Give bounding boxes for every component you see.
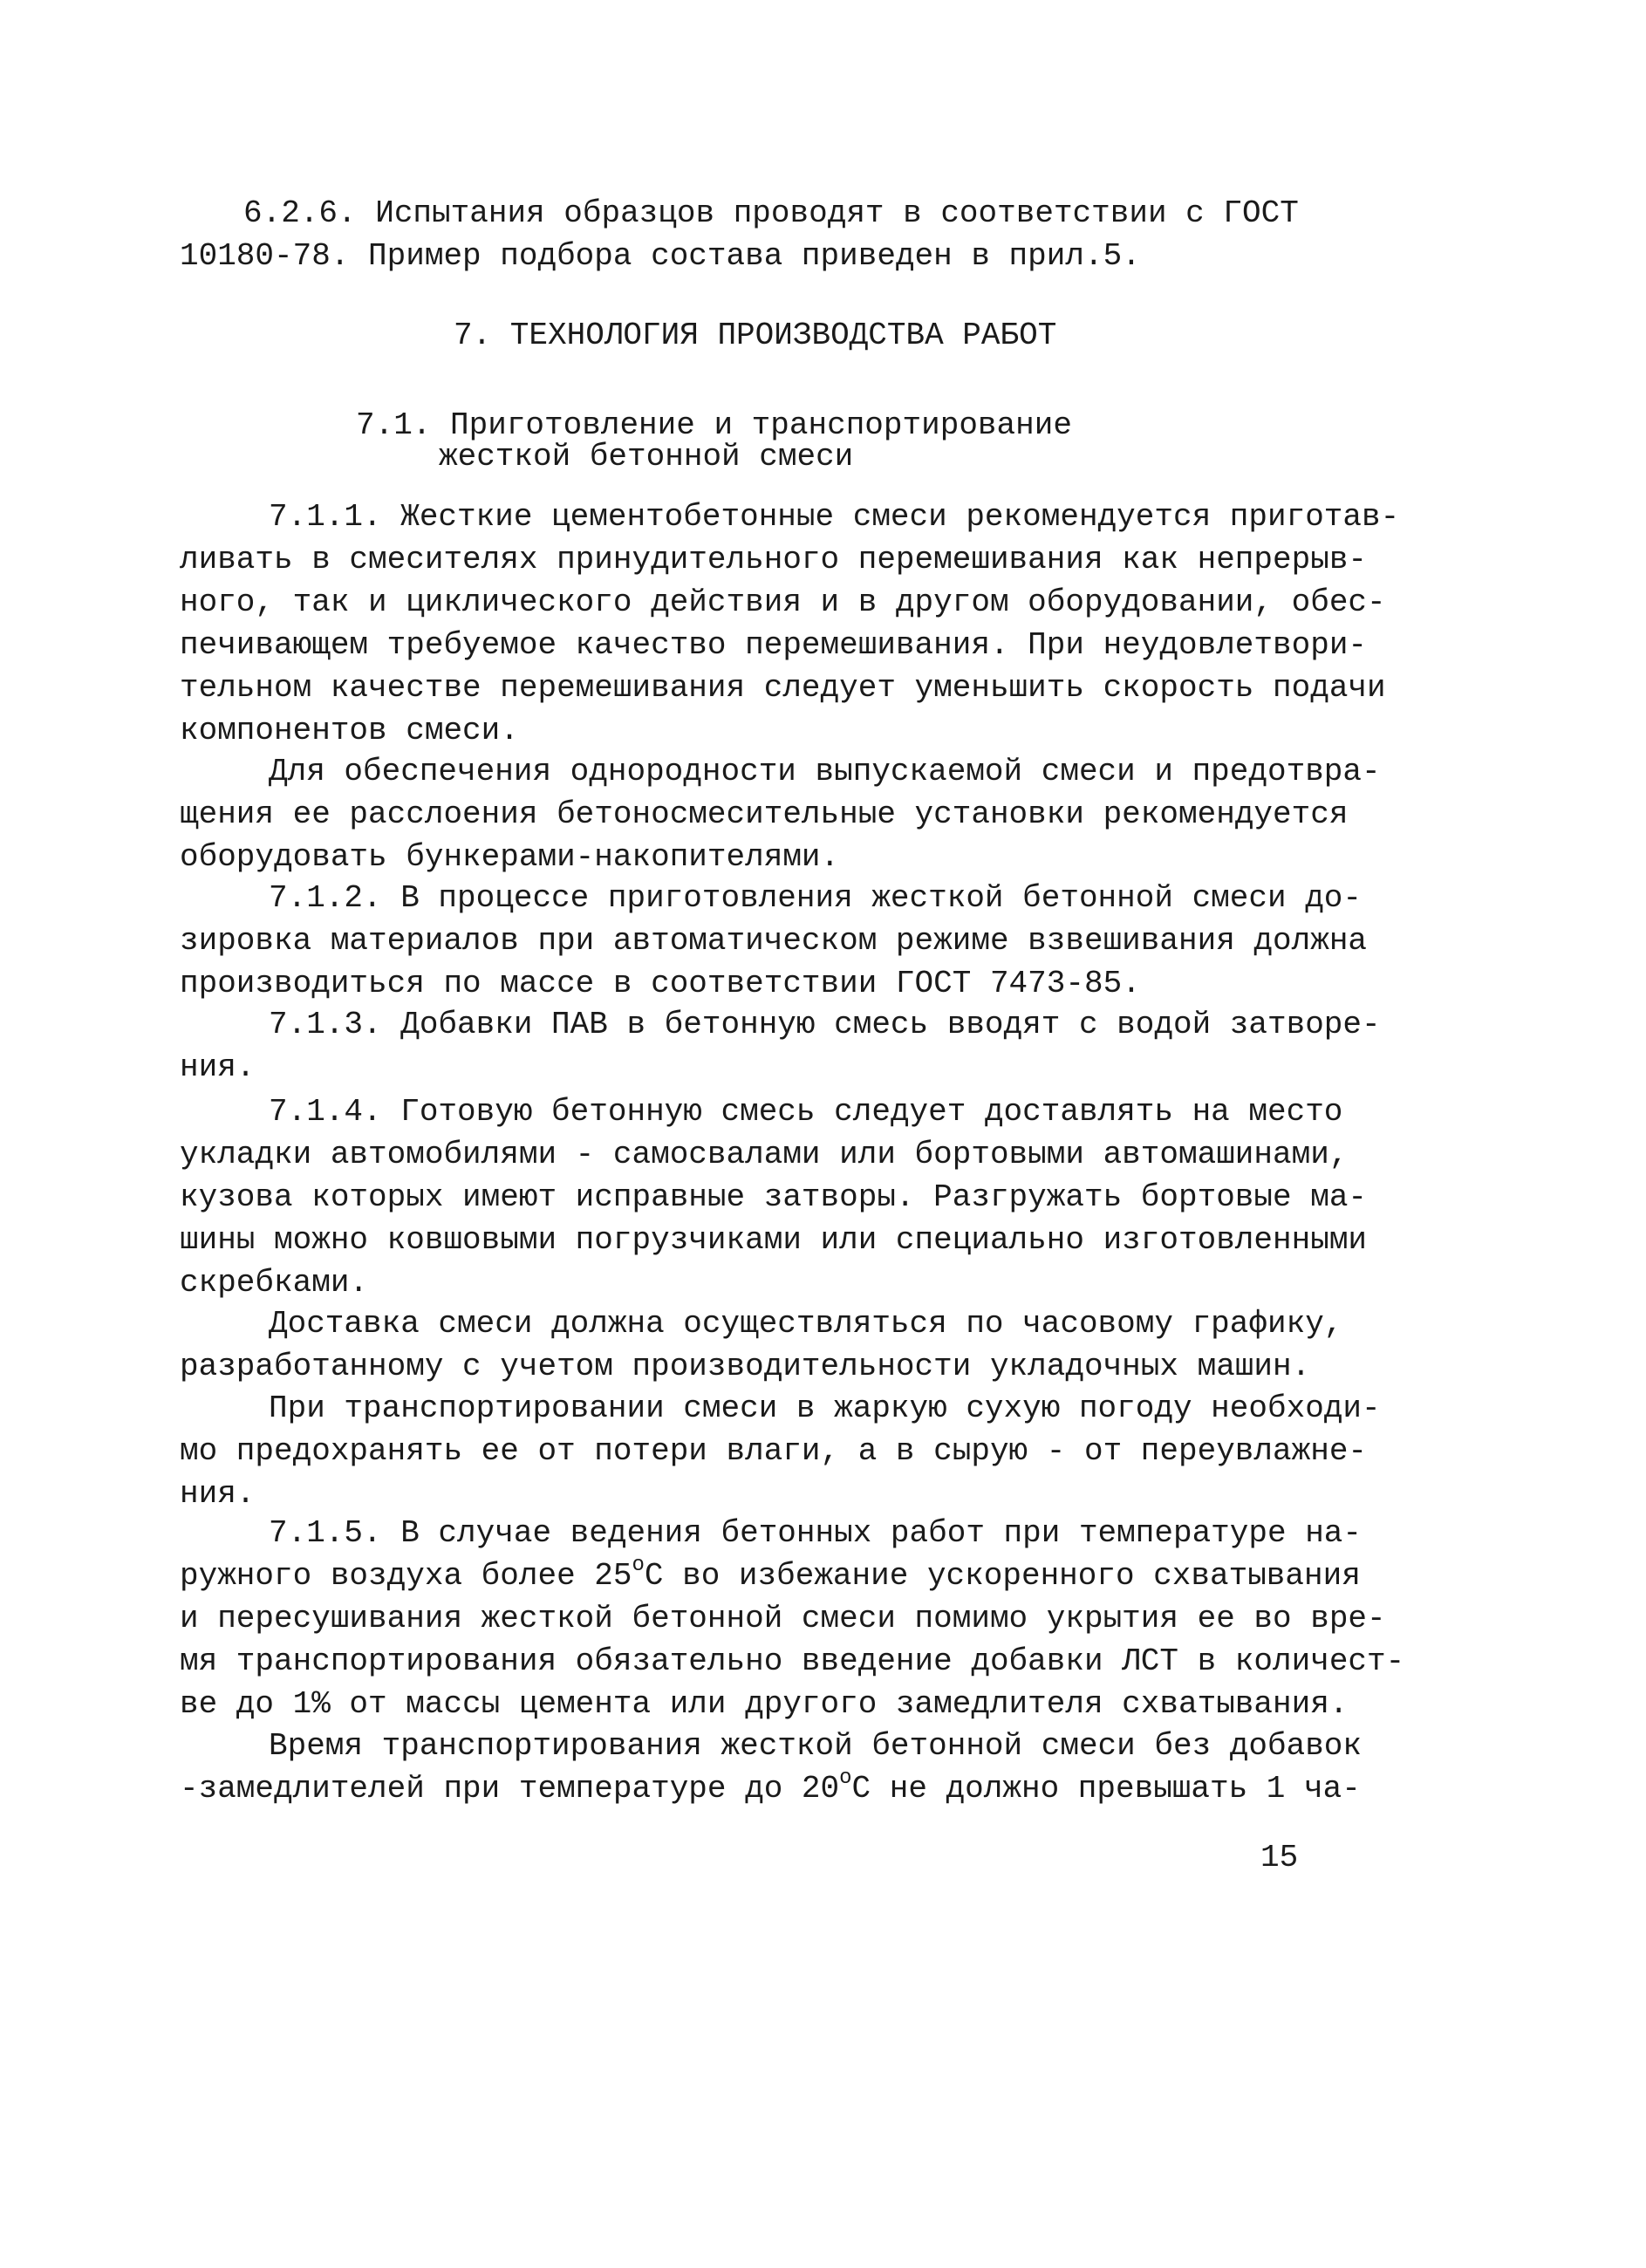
text-line: мя транспортирования обязательно введение добавки ЛСТ в количест- [180,1643,1405,1679]
text-line: Для обеспечения однородности выпускаемой смеси и предотвра- [269,754,1381,789]
paragraph-7-1-1-continued [180,750,1381,878]
text-line: 7.1.5. В случае ведения бетонных работ при температуре на- [269,1515,1363,1551]
text-line: При транспортировании смеси в жаркую сухую погоду необходи- [269,1390,1381,1426]
text-segment: ружного воздуха более 25 [180,1558,632,1594]
text-line [180,1554,1404,1597]
text-line: ния. [180,1476,256,1512]
text-line: ния. [180,1049,256,1085]
paragraph-7-1-5 [180,1512,1404,1725]
text-segment: -замедлителей при температуре до 20 [180,1771,840,1807]
text-line: шины можно ковшовыми погрузчиками или специально изготовленными [180,1222,1368,1258]
text-line: разработанному с учетом производительности укладочных машин. [180,1349,1311,1384]
text-line: ве до 1% от массы цемента или другого замедлителя схватывания. [180,1686,1349,1722]
text-line: Доставка смеси должна осуществляться по часовому графику, [269,1306,1343,1342]
paragraph-6-2-6 [180,192,1299,277]
section-title: 7. ТЕХНОЛОГИЯ ПРОИЗВОДСТВА РАБОТ [454,318,1057,353]
text-line: и пересушивания жесткой бетонной смеси помимо укрытия ее во вре- [180,1601,1386,1636]
degree-sign: о [632,1554,645,1577]
paragraph-7-1-1 [180,495,1399,752]
text-line: 10180-78. Пример подбора состава приведен в прил.5. [180,238,1141,274]
text-line: щения ее расслоения бетоносмесительные установки рекомендуется [180,796,1349,832]
text-line: 7.1. Приготовление и транспортирование [356,407,1072,443]
text-line: 7.1.1. Жесткие цементобетонные смеси рекомендуется приготав- [269,499,1400,535]
text-line: 7.1.3. Добавки ПАВ в бетонную смесь вводят с водой затворе- [269,1007,1381,1042]
paragraph-7-1-4 [180,1090,1367,1304]
text-line: тельном качестве перемешивания следует уменьшить скорость подачи [180,670,1386,706]
text-line: укладки автомобилями - самосвалами или бортовыми автомашинами, [180,1137,1349,1172]
text-line: оборудовать бункерами-накопителями. [180,839,840,875]
text-line: зировка материалов при автоматическом режиме взвешивания должна [180,923,1368,959]
text-line: жесткой бетонной смеси [439,439,854,475]
text-segment: С не должно превышать 1 ча- [851,1771,1361,1807]
text-line: мо предохранять ее от потери влаги, а в сырую - от переувлажне- [180,1433,1368,1469]
page-number: 15 [1260,1840,1299,1875]
paragraph-7-1-2 [180,877,1367,1005]
degree-sign: о [839,1766,852,1790]
paragraph-7-1-3 [180,1003,1381,1089]
text-line: 6.2.6. Испытания образцов проводят в соответствии с ГОСТ [243,195,1299,231]
text-line [180,1767,1362,1810]
text-line: кузова которых имеют исправные затворы. Разгружать бортовые ма- [180,1179,1368,1215]
text-line: компонентов смеси. [180,713,519,748]
paragraph-7-1-5-time [180,1725,1362,1810]
text-line: 7.1.4. Готовую бетонную смесь следует доставлять на место [269,1094,1343,1130]
paragraph-7-1-4-delivery [180,1302,1342,1388]
text-line: ного, так и циклического действия и в другом оборудовании, обес- [180,584,1386,620]
text-line: ливать в смесителях принудительного перемешивания как непрерыв- [180,542,1368,577]
subsection-title [356,407,1072,475]
text-line: Время транспортирования жесткой бетонной смеси без добавок [269,1728,1363,1764]
text-line: 7.1.2. В процессе приготовления жесткой бетонной смеси до- [269,880,1363,916]
paragraph-7-1-4-weather [180,1387,1381,1515]
text-segment: С во избежание ускоренного схватывания [644,1558,1361,1594]
text-line: скребками. [180,1265,369,1301]
text-line: производиться по массе в соответствии ГОСТ 7473-85. [180,966,1141,1001]
text-line: печивающем требуемое качество перемешивания. При неудовлетвори- [180,627,1368,663]
